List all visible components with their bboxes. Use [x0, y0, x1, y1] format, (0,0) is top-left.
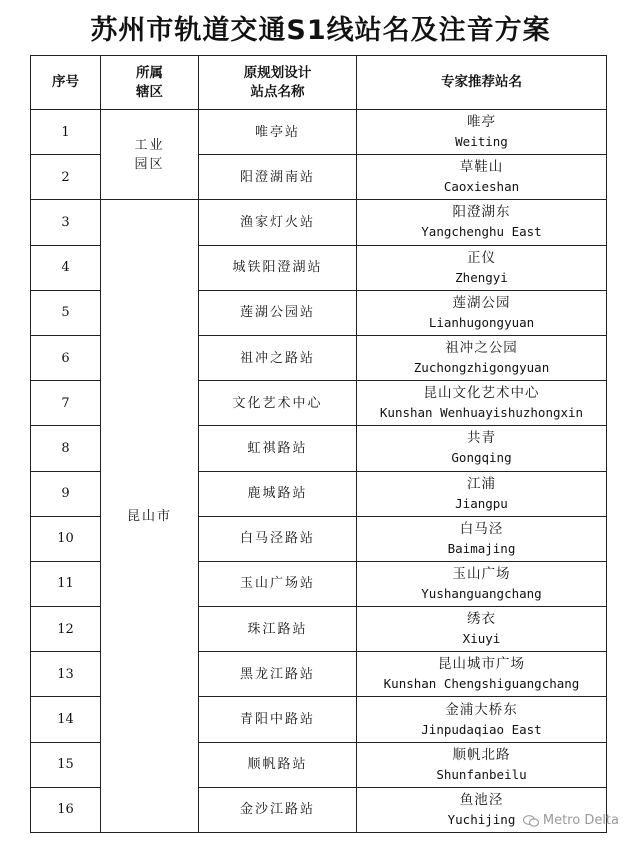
header-no: 序号	[31, 56, 101, 110]
cell-no: 16	[31, 787, 101, 832]
recommended-name-pinyin: Lianhugongyuan	[428, 314, 535, 330]
cell-recommended	[357, 290, 607, 335]
cell-recommended	[357, 607, 607, 652]
recommended-name-pinyin: Xiuyi	[462, 631, 501, 647]
watermark-text: Metro Delta	[542, 813, 619, 828]
cell-recommended	[357, 200, 607, 245]
recommended-name-pinyin: Jinpudaqiao East	[421, 721, 542, 737]
cell-original-name: 金沙江路站	[199, 787, 357, 832]
cell-no: 6	[31, 335, 101, 380]
cell-original-name: 文化艺术中心	[199, 381, 357, 426]
cell-original-name: 唯亭站	[199, 110, 357, 155]
cell-original-name: 鹿城路站	[199, 471, 357, 516]
recommended-name-zh: 白马泾	[459, 520, 504, 537]
header-original: 原规划设计 站点名称	[199, 56, 357, 110]
cell-original-name: 祖冲之路站	[199, 335, 357, 380]
cell-recommended	[357, 516, 607, 561]
recommended-name-pinyin: Baimajing	[447, 540, 516, 556]
recommended-name-zh: 金浦大桥东	[445, 701, 518, 718]
recommended-name-zh: 草鞋山	[459, 159, 504, 176]
cell-no: 7	[31, 381, 101, 426]
watermark	[523, 813, 619, 828]
cell-recommended	[357, 742, 607, 787]
cell-recommended	[357, 335, 607, 380]
header-recommended: 专家推荐站名	[357, 56, 607, 110]
cell-original-name: 顺帆路站	[199, 742, 357, 787]
cell-no: 12	[31, 607, 101, 652]
cell-recommended	[357, 381, 607, 426]
cell-original-name: 黑龙江路站	[199, 652, 357, 697]
recommended-name-zh: 鱼池泾	[459, 791, 504, 808]
cell-no: 9	[31, 471, 101, 516]
cell-recommended	[357, 697, 607, 742]
recommended-name-pinyin: Yushanguangchang	[421, 585, 542, 601]
recommended-name-pinyin: Zuchongzhigongyuan	[413, 360, 550, 376]
cell-no: 5	[31, 290, 101, 335]
recommended-name-pinyin: Yuchijing	[447, 811, 516, 827]
cell-no: 14	[31, 697, 101, 742]
recommended-name-pinyin: Yangchenghu East	[421, 224, 542, 240]
recommended-name-zh: 江浦	[467, 475, 496, 492]
recommended-name-zh: 共青	[467, 430, 496, 447]
cell-original-name: 珠江路站	[199, 607, 357, 652]
cell-original-name: 渔家灯火站	[199, 200, 357, 245]
cell-recommended	[357, 110, 607, 155]
recommended-name-pinyin: Jiangpu	[455, 495, 508, 511]
cell-no: 2	[31, 155, 101, 200]
cell-recommended	[357, 471, 607, 516]
cell-recommended	[357, 652, 607, 697]
page-title: 苏州市轨道交通S1线站名及注音方案	[90, 15, 551, 46]
cell-recommended	[357, 426, 607, 471]
table-header-row	[31, 56, 607, 110]
recommended-name-zh: 昆山城市广场	[438, 656, 525, 673]
cell-no: 8	[31, 426, 101, 471]
cell-original-name: 青阳中路站	[199, 697, 357, 742]
recommended-name-zh: 祖冲之公园	[445, 340, 518, 357]
cell-recommended	[357, 155, 607, 200]
recommended-name-zh: 唯亭	[467, 114, 496, 131]
cell-no: 10	[31, 516, 101, 561]
recommended-name-zh: 绣衣	[467, 611, 496, 628]
cell-district: 工业 园区	[101, 110, 199, 200]
cell-original-name: 莲湖公园站	[199, 290, 357, 335]
recommended-name-zh: 玉山广场	[452, 565, 511, 582]
recommended-name-pinyin: Kunshan Chengshiguangchang	[383, 676, 580, 692]
cell-no: 1	[31, 110, 101, 155]
recommended-name-zh: 正仪	[467, 249, 496, 266]
recommended-name-pinyin: Gongqing	[451, 450, 512, 466]
cell-district: 昆山市	[101, 200, 199, 833]
cell-original-name: 虹祺路站	[199, 426, 357, 471]
recommended-name-pinyin: Weiting	[455, 134, 508, 150]
chat-bubble-icon	[523, 815, 539, 827]
recommended-name-pinyin: Shunfanbeilu	[436, 766, 527, 782]
cell-recommended	[357, 245, 607, 290]
cell-no: 3	[31, 200, 101, 245]
table-row	[31, 110, 607, 155]
recommended-name-zh: 昆山文化艺术中心	[423, 385, 540, 402]
cell-no: 11	[31, 561, 101, 606]
header-district: 所属 辖区	[101, 56, 199, 110]
cell-original-name: 阳澄湖南站	[199, 155, 357, 200]
cell-recommended	[357, 561, 607, 606]
recommended-name-zh: 顺帆北路	[452, 746, 511, 763]
cell-no: 13	[31, 652, 101, 697]
recommended-name-pinyin: Kunshan Wenhuayishuzhongxin	[379, 405, 584, 421]
recommended-name-zh: 阳澄湖东	[452, 204, 511, 221]
cell-no: 4	[31, 245, 101, 290]
table-row	[31, 200, 607, 245]
recommended-name-pinyin: Zhengyi	[455, 269, 508, 285]
recommended-name-pinyin: Caoxieshan	[443, 179, 520, 195]
cell-original-name: 白马泾路站	[199, 516, 357, 561]
cell-no: 15	[31, 742, 101, 787]
station-table	[30, 55, 607, 833]
recommended-name-zh: 莲湖公园	[452, 294, 511, 311]
cell-original-name: 玉山广场站	[199, 561, 357, 606]
cell-original-name: 城铁阳澄湖站	[199, 245, 357, 290]
